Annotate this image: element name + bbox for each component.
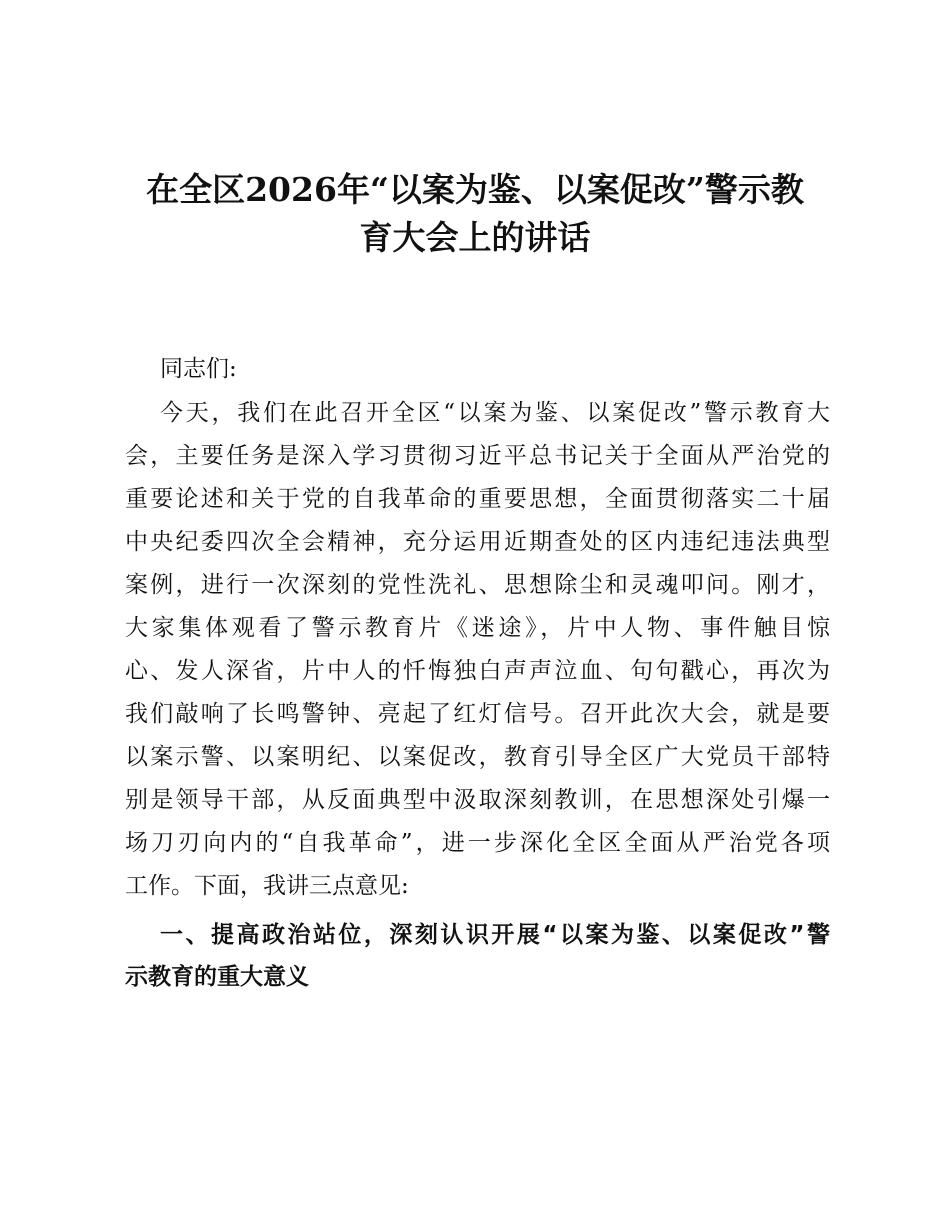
paragraph-1-line-5: 案例，进行一次深刻的党性洗礼、思想除尘和灵魂叩问。刚才，: [125, 572, 830, 598]
document-title-line-2: 育大会上的讲话: [359, 218, 591, 257]
paragraph-1-line-4: 中央纪委四次全会精神，充分运用近期查处的区内违纪违法典型: [125, 529, 830, 555]
paragraph-1-line-6: 大家集体观看了警示教育片《迷途》，片中人物、事件触目惊: [125, 615, 830, 641]
paragraph-1-line-11: 场刀刃向内的“自我革命”，进一步深化全区全面从严治党各项: [125, 830, 830, 856]
paragraph-1-line-2: 会，主要任务是深入学习贯彻习近平总书记关于全面从严治党的: [125, 443, 830, 469]
paragraph-1-line-7: 心、发人深省，片中人的忏悔独白声声泣血、句句戳心，再次为: [125, 658, 830, 684]
paragraph-1-line-8: 我们敲响了长鸣警钟、亮起了红灯信号。召开此次大会，就是要: [125, 701, 830, 727]
document-title-line-1: 在全区2026年“以案为鉴、以案促改”警示教: [146, 170, 804, 209]
paragraph-1-line-3: 重要论述和关于党的自我革命的重要思想，全面贯彻落实二十届: [125, 486, 830, 512]
paragraph-1-line-1: 今天，我们在此召开全区“以案为鉴、以案促改”警示教育大: [160, 400, 830, 426]
section-heading-1-line-2: 示教育的重大意义: [125, 964, 309, 990]
paragraph-1-line-10: 别是领导干部，从反面典型中汲取深刻教训，在思想深处引爆一: [125, 787, 830, 813]
paragraph-1-line-9: 以案示警、以案明纪、以案促改，教育引导全区广大党员干部特: [125, 744, 830, 770]
paragraph-1-line-12: 工作。下面，我讲三点意见:: [125, 873, 409, 899]
salutation: 同志们:: [160, 356, 237, 382]
section-heading-1-line-1: 一、提高政治站位，深刻认识开展“以案为鉴、以案促改”警: [160, 922, 830, 948]
